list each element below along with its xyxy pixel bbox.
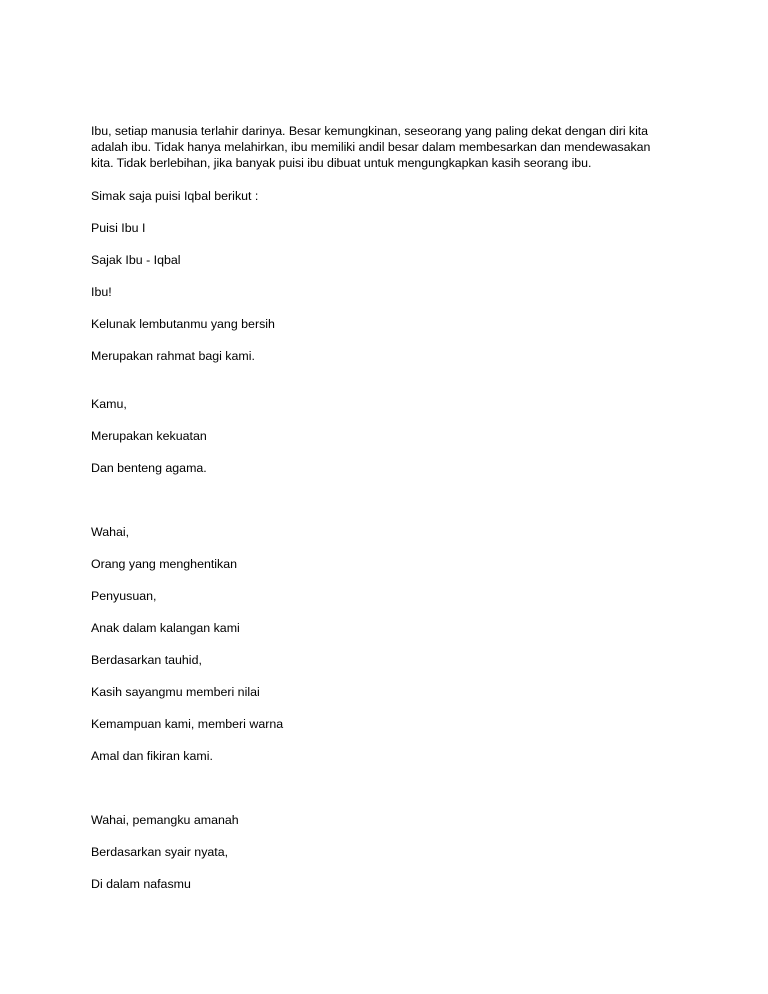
poem-line: Merupakan rahmat bagi kami. — [91, 349, 255, 363]
poem-line: Kelunak lembutanmu yang bersih — [91, 317, 275, 331]
poem-line: Amal dan fikiran kami. — [91, 749, 213, 763]
poem-line: Kemampuan kami, memberi warna — [91, 717, 284, 731]
poem-line: Wahai, — [91, 525, 130, 539]
poem-line: Kamu, — [91, 397, 127, 411]
poem-line: Dan benteng agama. — [91, 461, 207, 475]
poem-line: Berdasarkan tauhid, — [91, 653, 202, 667]
intro-line-3: kita. Tidak berlebihan, jika banyak puisi ibu dibuat untuk mengungkapkan kasih seorang ibu. — [91, 156, 592, 170]
poem-line: Di dalam nafasmu — [91, 877, 191, 891]
poem-line: Anak dalam kalangan kami — [91, 621, 240, 635]
poem-line: Orang yang menghentikan — [91, 557, 238, 571]
poem-line: Ibu! — [91, 285, 112, 299]
poem-line: Penyusuan, — [91, 589, 157, 603]
poem-line: Merupakan kekuatan — [91, 429, 207, 443]
poem-heading: Puisi Ibu I — [91, 221, 146, 235]
document-body — [91, 123, 681, 892]
poem-line: Berdasarkan syair nyata, — [91, 845, 229, 859]
poem-line: Kasih sayangmu memberi nilai — [91, 685, 260, 699]
lead-text: Simak saja puisi Iqbal berikut : — [91, 189, 259, 203]
intro-line-2: adalah ibu. Tidak hanya melahirkan, ibu memiliki andil besar dalam membesarkan dan mendewasakan — [91, 140, 651, 154]
intro-line-1: Ibu, setiap manusia terlahir darinya. Besar kemungkinan, seseorang yang paling dekat dengan diri kita — [91, 124, 649, 138]
poem-line: Wahai, pemangku amanah — [91, 813, 239, 827]
poem-subtitle: Sajak Ibu - Iqbal — [91, 253, 181, 267]
